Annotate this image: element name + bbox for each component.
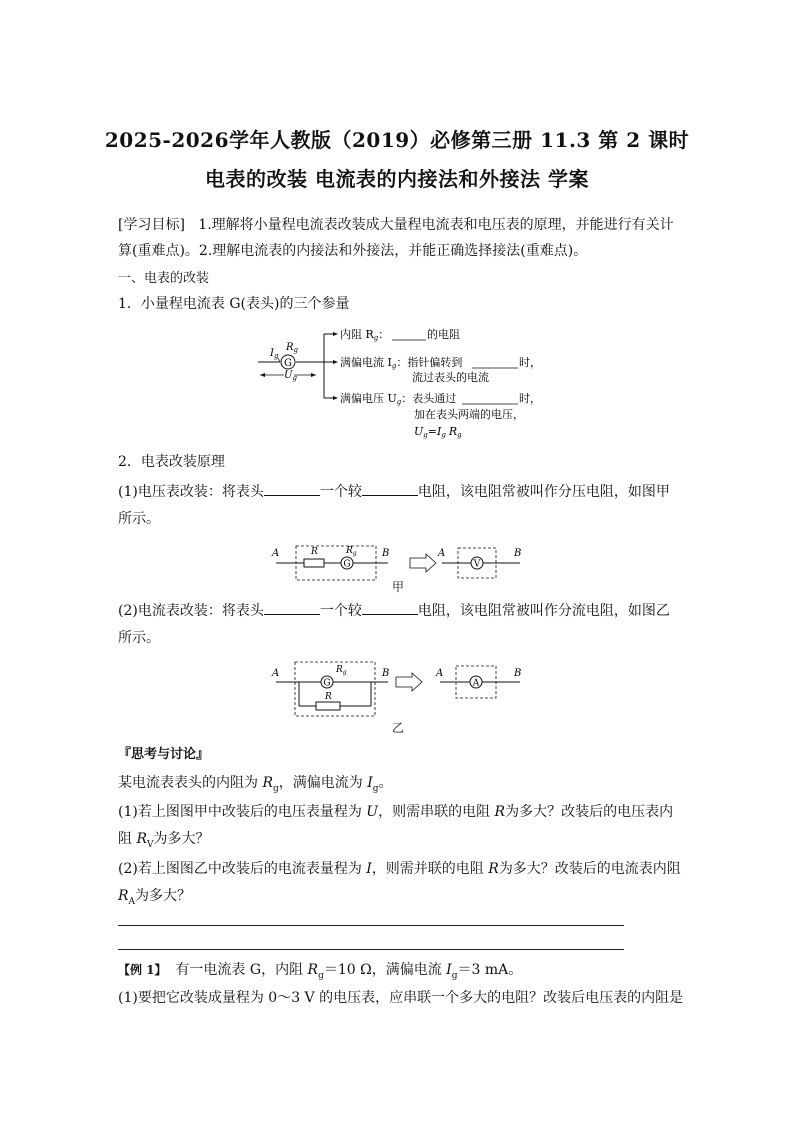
resistor-icon: [304, 559, 324, 567]
var-r: R: [494, 804, 506, 820]
item-1-heading: 1．小量程电流表 G(表头)的三个参量: [118, 296, 350, 312]
think-text: 为多大？: [153, 831, 210, 847]
full-voltage-tail: 时，: [519, 392, 541, 405]
answer-blank[interactable]: [362, 481, 418, 496]
question-2-line2: [118, 886, 688, 912]
example-text: ＝10 Ω，满偏电流: [323, 962, 447, 978]
answer-line[interactable]: [118, 949, 624, 950]
ig-label: $I_g$: [270, 348, 279, 360]
think-intro: [118, 773, 688, 799]
var-r: R: [488, 861, 499, 877]
g-symbol: G: [323, 678, 331, 689]
var-r: R: [262, 775, 273, 791]
var-r: R: [136, 831, 147, 847]
sub-g: g: [372, 783, 379, 794]
objectives-line2: 算(重难点)。2.理解电流表的内接法和外接法，并能正确选择接法(重难点)。: [118, 243, 588, 259]
example-1-question-1: (1)要把它改装成量程为 0～3 V 的电压表，应串联一个多大的电阻？改装后电压表的内阻是: [118, 990, 684, 1006]
think-text: ，则需串联的电阻: [378, 804, 495, 820]
galvanometer-symbol: G: [284, 358, 292, 369]
think-text: 阻: [118, 831, 137, 847]
think-discuss-heading: 『思考与讨论』: [118, 747, 210, 762]
r-label: R: [311, 547, 318, 557]
terminal-a-label: A: [438, 548, 446, 559]
galvanometer-parameters-figure: [250, 322, 570, 444]
example-text: ＝3 mA。: [457, 962, 523, 978]
objectives-text1: 1.理解将小量程电流表改装成大量程电流表和电压表的原理，并能进行有关计: [198, 217, 674, 233]
ammeter-paragraph-line1: [118, 600, 688, 621]
terminal-b-label: B: [514, 668, 522, 679]
var-r: R: [118, 888, 129, 904]
terminal-b-label: B: [514, 548, 522, 559]
full-voltage-text: 满偏电压 Ug：表头通过: [340, 392, 457, 406]
terminal-a-label: A: [272, 668, 280, 679]
sub-g: g: [451, 970, 458, 981]
v-symbol: V: [473, 559, 481, 570]
item-2-heading: 2．电表改装原理: [118, 454, 225, 470]
document-title-line1: 2025-2026学年人教版（2019）必修第三册 11.3 第 2 课时: [104, 128, 690, 152]
p2-text-b: 一个较: [319, 603, 362, 619]
conversion-arrow-icon: [410, 554, 436, 572]
objectives-line1: [118, 215, 688, 235]
example-1-line1: [118, 960, 688, 986]
figure-caption-yi: 乙: [392, 721, 405, 735]
think-text: ，则需并联的电阻: [371, 861, 489, 877]
p1-text-b: 一个较: [319, 484, 362, 500]
internal-resistance-text: 内阻 Rg：: [340, 328, 390, 342]
figure-caption-jia: 甲: [392, 580, 405, 594]
terminal-b-label: B: [382, 548, 390, 559]
sub-g: g: [318, 970, 324, 981]
think-text: 某电流表表头的内阻为: [118, 775, 263, 791]
document-title-line2: 电表的改装 电流表的内接法和外接法 学案: [205, 167, 589, 191]
think-text: (1)若上图图甲中改装后的电压表量程为: [118, 804, 367, 820]
var-r: R: [307, 962, 319, 978]
ug-label: $U_g$: [284, 370, 297, 382]
shunt-resistor-icon: [316, 702, 340, 710]
var-i: I: [366, 861, 372, 877]
think-text: 为多大？改装后的电压表内: [505, 804, 674, 820]
think-text: 为多大？: [135, 888, 192, 904]
answer-blank[interactable]: [264, 481, 320, 496]
rg-label: $R_g$: [346, 546, 357, 557]
answer-blank[interactable]: [362, 600, 418, 615]
full-current-text: 满偏电流 Ig：指针偏转到: [340, 356, 463, 370]
sub-g: g: [273, 783, 279, 794]
think-text: ，满偏电流为: [278, 775, 368, 791]
var-u: U: [366, 804, 379, 820]
a-symbol: A: [472, 678, 480, 689]
terminal-a-label: A: [436, 668, 444, 679]
terminal-b-label: B: [382, 668, 390, 679]
rg-label: $R_g$: [336, 665, 347, 676]
p2-text-c: 电阻，该电阻常被叫作分流电阻，如图乙: [417, 603, 670, 619]
think-text: 。: [378, 775, 393, 791]
r-label: R: [325, 692, 332, 702]
example-text: 有一电流表 G，内阻: [175, 962, 308, 978]
question-2-line1: [118, 859, 688, 879]
think-text: (2)若上图图乙中改装后的电流表量程为: [118, 861, 367, 877]
full-current-tail: 时，: [519, 356, 541, 369]
section-heading: 一、电表的改装: [118, 271, 210, 286]
p1-text-a: (1)电压表改装：将表头: [118, 484, 264, 500]
g-symbol: G: [343, 559, 351, 570]
answer-blank[interactable]: [264, 600, 320, 615]
sub-a: A: [128, 896, 136, 907]
var-i: I: [367, 775, 373, 791]
full-voltage-text2: 加在表头两端的电压，: [414, 408, 524, 421]
question-1-line2: [118, 829, 688, 855]
question-1-line1: [118, 802, 688, 822]
terminal-a-label: A: [272, 548, 280, 559]
var-i: I: [446, 962, 452, 978]
p2-text-a: (2)电流表改装：将表头: [118, 603, 264, 619]
ammeter-conversion-figure: [268, 658, 530, 720]
voltmeter-paragraph-line1: [118, 481, 688, 502]
ammeter-paragraph-line2: 所示。: [118, 630, 160, 646]
think-text: 为多大？改装后的电流表内阻: [498, 861, 681, 877]
example-label: 【例 1】: [118, 963, 167, 977]
ohm-law-text: Ug=Ig Rg: [414, 425, 462, 439]
objectives-label: [学习目标]: [118, 217, 185, 233]
answer-line[interactable]: [118, 925, 624, 926]
p1-text-c: 电阻，该电阻常被叫作分压电阻，如图甲: [417, 484, 670, 500]
rg-label: $R_g$: [286, 342, 299, 354]
internal-resistance-tail: 的电阻: [427, 328, 460, 341]
voltmeter-paragraph-line2: 所示。: [118, 511, 160, 527]
sub-v: V: [147, 839, 154, 850]
conversion-arrow-icon: [396, 673, 422, 691]
full-current-text2: 流过表头的电流: [412, 371, 489, 384]
